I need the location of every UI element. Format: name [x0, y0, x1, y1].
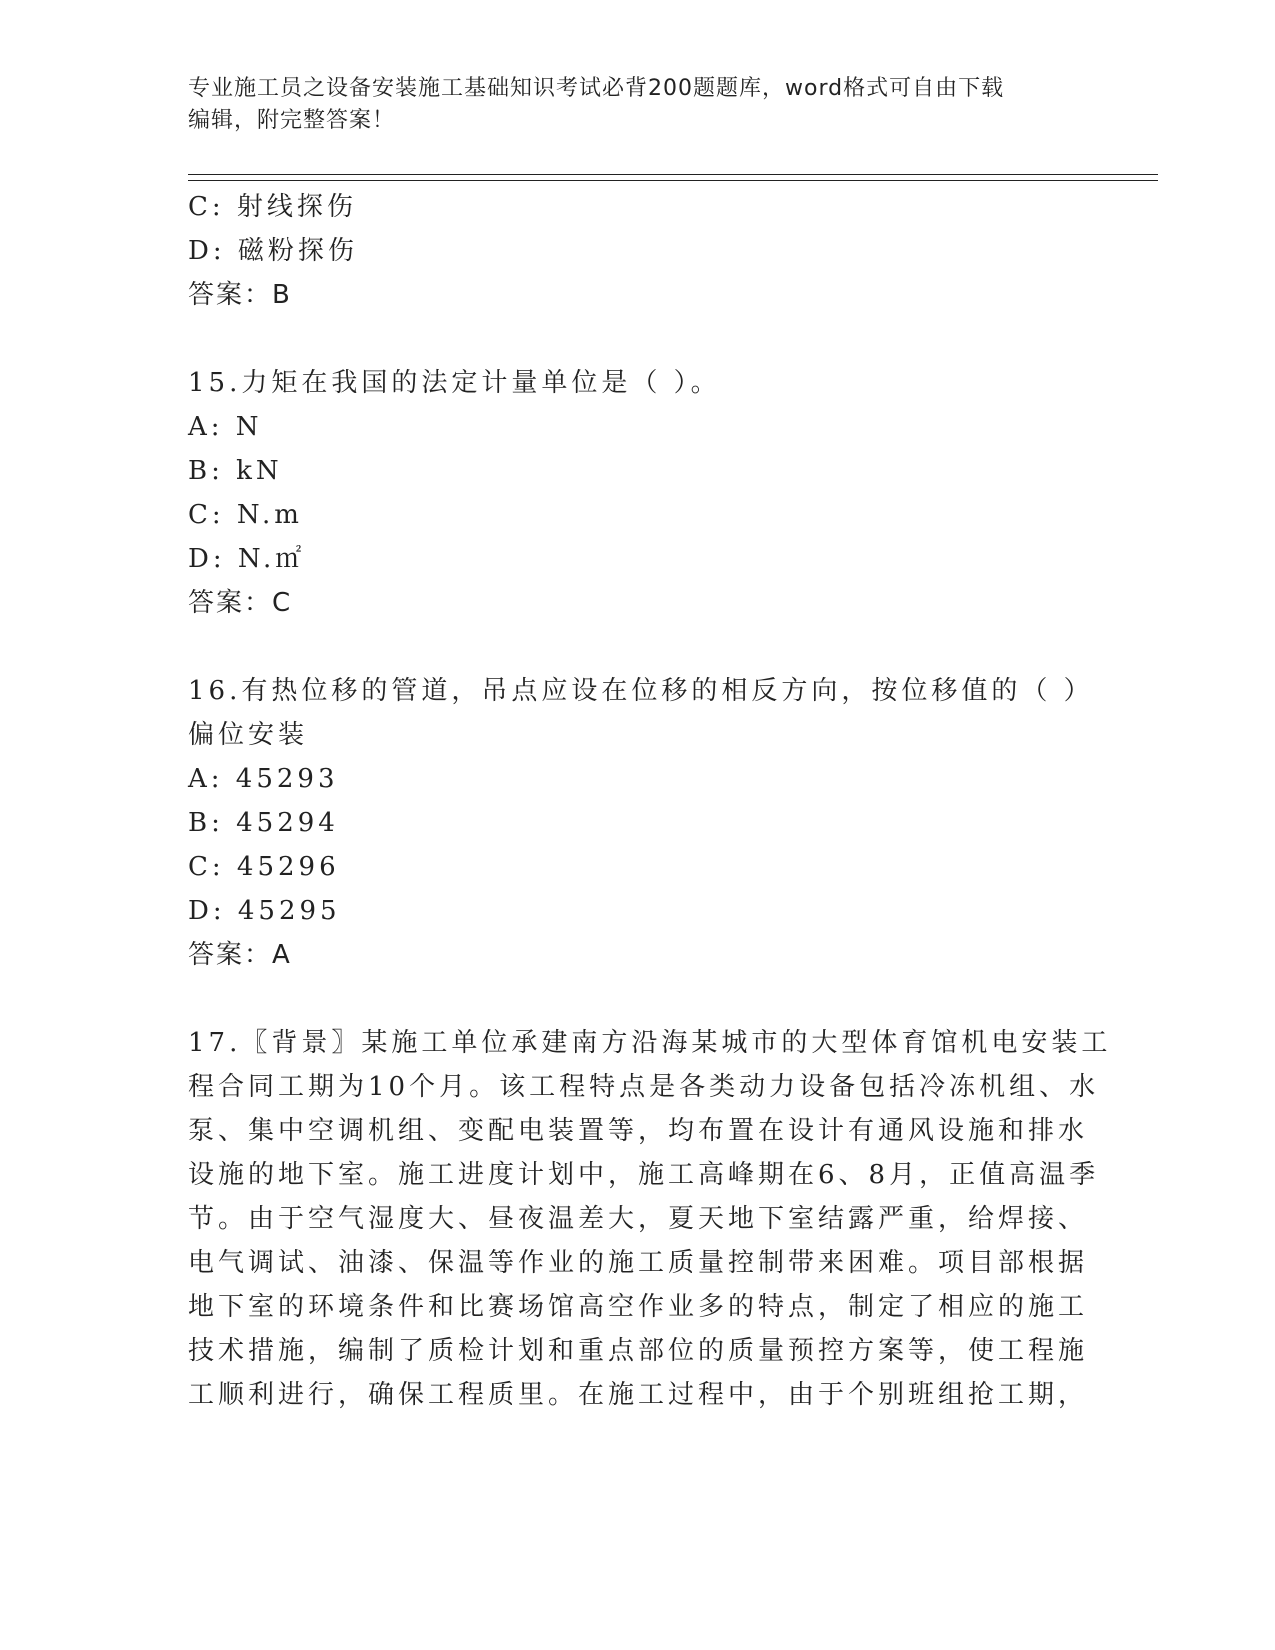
q14-option-d: D: 磁粉探伤: [188, 236, 358, 266]
q16-option-b: B: 45294: [188, 808, 339, 838]
q17-paragraph-line: 泵、集中空调机组、变配电装置等，均布置在设计有通风设施和排水: [188, 1116, 1089, 1146]
header-divider-bottom: [188, 180, 1158, 181]
q17-paragraph-line: 节。由于空气湿度大、昼夜温差大，夏天地下室结露严重，给焊接、: [188, 1204, 1089, 1234]
q17-paragraph-line: 电气调试、油漆、保温等作业的施工质量控制带来困难。项目部根据: [188, 1248, 1089, 1278]
q15-option-b: B: kN: [188, 456, 283, 486]
q16-option-c: C: 45296: [188, 852, 340, 882]
q17-paragraph-line: 程合同工期为10个月。该工程特点是各类动力设备包括冷冻机组、水: [188, 1072, 1100, 1102]
q14-option-c: C: 射线探伤: [188, 192, 357, 222]
document-header: [188, 73, 1088, 137]
q15-option-c: C: N.m: [188, 500, 303, 530]
q17-paragraph-line: 地下室的环境条件和比赛场馆高空作业多的特点，制定了相应的施工: [188, 1292, 1089, 1322]
q16-answer: 答案：A: [188, 940, 292, 970]
q15-option-a: A: N: [188, 412, 263, 442]
q16-option-d: D: 45295: [188, 896, 341, 926]
header-line-2: 编辑，附完整答案！: [188, 108, 396, 133]
q16-option-a: A: 45293: [188, 764, 339, 794]
q17-paragraph-line: 技术措施，编制了质检计划和重点部位的质量预控方案等，使工程施: [188, 1336, 1089, 1366]
q17-paragraph-line: 工顺利进行，确保工程质里。在施工过程中，由于个别班组抢工期，: [188, 1380, 1089, 1410]
q15-question: 15.力矩在我国的法定计量单位是（ ）。: [188, 368, 721, 398]
header-line-1: 专业施工员之设备安装施工基础知识考试必背200题题库，word格式可自由下载: [188, 76, 1005, 101]
header-divider-top: [188, 174, 1158, 175]
q15-answer: 答案：C: [188, 588, 293, 618]
q14-answer: 答案：B: [188, 280, 292, 310]
q16-question-line-1: 16.有热位移的管道，吊点应设在位移的相反方向，按位移值的（ ）: [188, 676, 1094, 706]
q17-paragraph-line: 设施的地下室。施工进度计划中，施工高峰期在6、8月，正值高温季: [188, 1160, 1100, 1190]
q17-paragraph-line: 17.〖背景〗某施工单位承建南方沿海某城市的大型体育馆机电安装工: [188, 1028, 1112, 1058]
q15-option-d: D: N.㎡: [188, 544, 306, 574]
q16-question-line-2: 偏位安装: [188, 720, 309, 750]
